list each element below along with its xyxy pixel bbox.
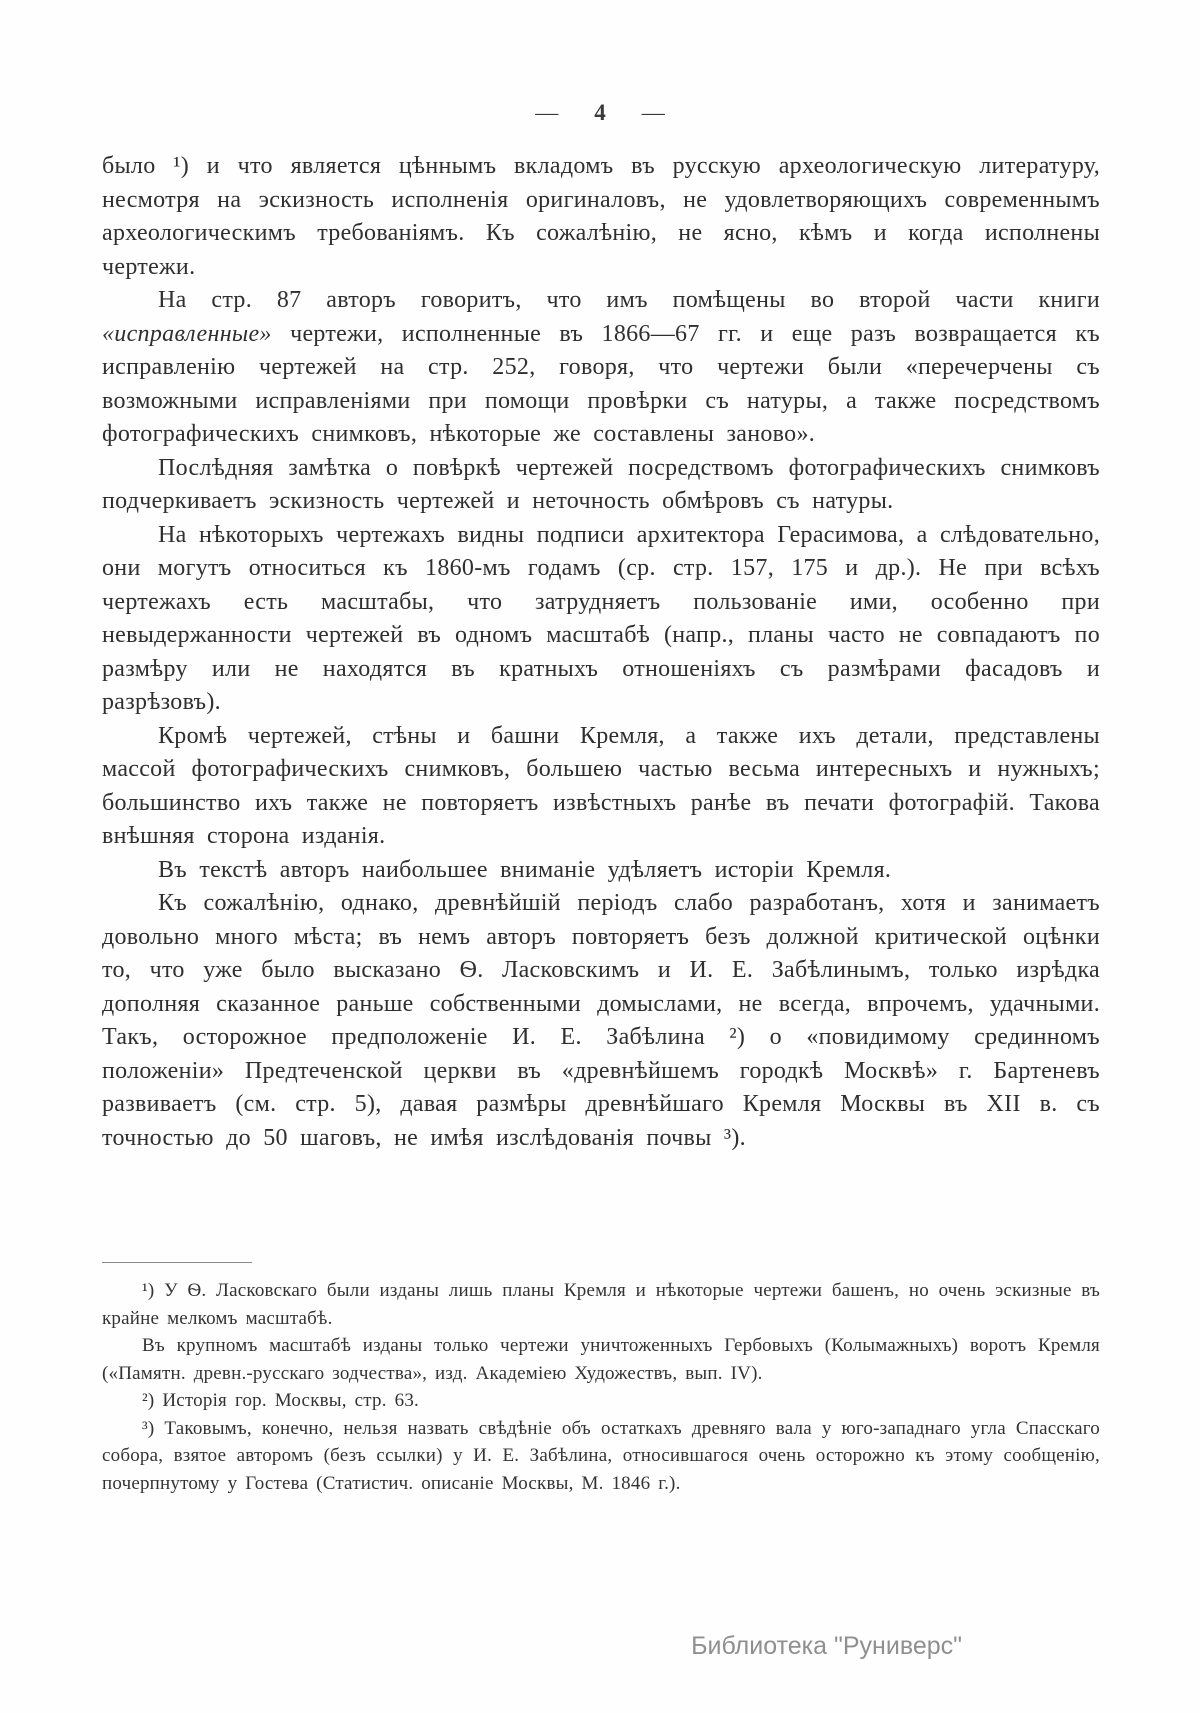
paragraph-2-text-after: чертежи, исполненные въ 1866—67 гг. и еще разъ возвращается къ исправленію чертежей на стр. 252, говоря, что чертежи были «перечерчены съ возможными исправленіями при помощи провѣрки съ натуры, а также посредствомъ фотографическихъ снимковъ, нѣкоторые же составлены заново». — [102, 320, 1100, 447]
paragraph-3: Послѣдняя замѣтка о повѣркѣ чертежей посредствомъ фотографическихъ снимковъ подчеркиваетъ эскизность чертежей и неточность обмѣровъ съ натуры. — [102, 454, 1100, 514]
paragraph-2 — [102, 284, 1100, 452]
footnote-3: ³) Таковымъ, конечно, нельзя назвать свѣдѣніе объ остаткахъ древняго вала у юго-западнаго угла Спасскаго собора, взятое авторомъ (безъ ссылки) у И. Е. Забѣлина, относившагося очень осторожно къ этому сообщенію, почерпнутому у Гостева (Статистич. описаніе Москвы, М. 1846 г.). — [102, 1417, 1100, 1494]
page-body — [102, 150, 1100, 1155]
paragraph-2-italic-word: «исправленные» — [102, 320, 272, 347]
paragraph-7: Къ сожалѣнію, однако, древнѣйшій періодъ слабо разработанъ, хотя и занимаетъ довольно много мѣста; въ немъ авторъ повторяетъ безъ должной критической оцѣнки то, что уже было высказано Ѳ. Ласковскимъ и И. Е. Забѣлинымъ, только изрѣдка дополняя сказанное раньше собственными домыслами, не всегда, впрочемъ, удачными. Такъ, осторожное предположеніе И. Е. Забѣлина ²) о «повидимому срединномъ положеніи» Предтеченской церкви въ «древнѣйшемъ городкѣ Москвѣ» г. Бартеневъ развиваетъ (см. стр. 5), давая размѣры древнѣйшаго Кремля Москвы въ XII в. съ точностью до 50 шаговъ, не имѣя изслѣдованія почвы ³). — [102, 890, 1100, 1151]
footnotes-section — [102, 1262, 1100, 1497]
paragraph-1: было ¹) и что является цѣннымъ вкладомъ въ русскую археологическую литературу, несмотря на эскизность исполненія оригиналовъ, не удовлетворяющихъ современнымъ археологическимъ требованіямъ. Къ сожалѣнію, не ясно, кѣмъ и когда исполнены чертежи. — [102, 153, 1100, 280]
header-dash-right: — — [641, 100, 665, 125]
page-header — [0, 100, 1200, 126]
paragraph-4: На нѣкоторыхъ чертежахъ видны подписи архитектора Герасимова, а слѣдовательно, они могутъ относиться къ 1860-мъ годамъ (ср. стр. 157, 175 и др.). Не при всѣхъ чертежахъ есть масштабы, что затрудняетъ пользованіе ими, особенно при невыдержанности чертежей въ одномъ масштабѣ (напр., планы часто не совпадаютъ по размѣру или не находятся въ кратныхъ отношеніяхъ съ размѣрами фасадовъ и разрѣзовъ). — [102, 521, 1100, 715]
footnote-1-continued: Въ крупномъ масштабѣ изданы только чертежи уничтоженныхъ Гербовыхъ (Колымажныхъ) воротъ Кремля («Памятн. древн.-русскаго зодчества», изд. Академіею Художествъ, вып. IV). — [102, 1335, 1100, 1384]
page-number: 4 — [594, 100, 606, 125]
paragraph-6: Въ текстѣ авторъ наибольшее вниманіе удѣляетъ исторіи Кремля. — [158, 856, 892, 883]
footnote-1: ¹) У Ѳ. Ласковскаго были изданы лишь планы Кремля и нѣкоторые чертежи башенъ, но очень эскизные въ крайне мелкомъ масштабѣ. — [102, 1280, 1100, 1329]
header-dash-left: — — [535, 100, 559, 125]
paragraph-2-text-before: На стр. 87 авторъ говоритъ, что имъ помѣщены во второй части книги — [158, 287, 1100, 313]
footnote-separator-rule — [102, 1262, 252, 1263]
footnote-2: ²) Исторія гор. Москвы, стр. 63. — [142, 1390, 419, 1411]
paragraph-5: Кромѣ чертежей, стѣны и башни Кремля, а также ихъ детали, представлены массой фотографическихъ снимковъ, большею частью весьма интересныхъ и нужныхъ; большинство ихъ также не повторяетъ извѣстныхъ ранѣе въ печати фотографій. Такова внѣшняя сторона изданія. — [102, 722, 1100, 849]
library-watermark: Библиотека "Руниверс" — [691, 1632, 962, 1660]
